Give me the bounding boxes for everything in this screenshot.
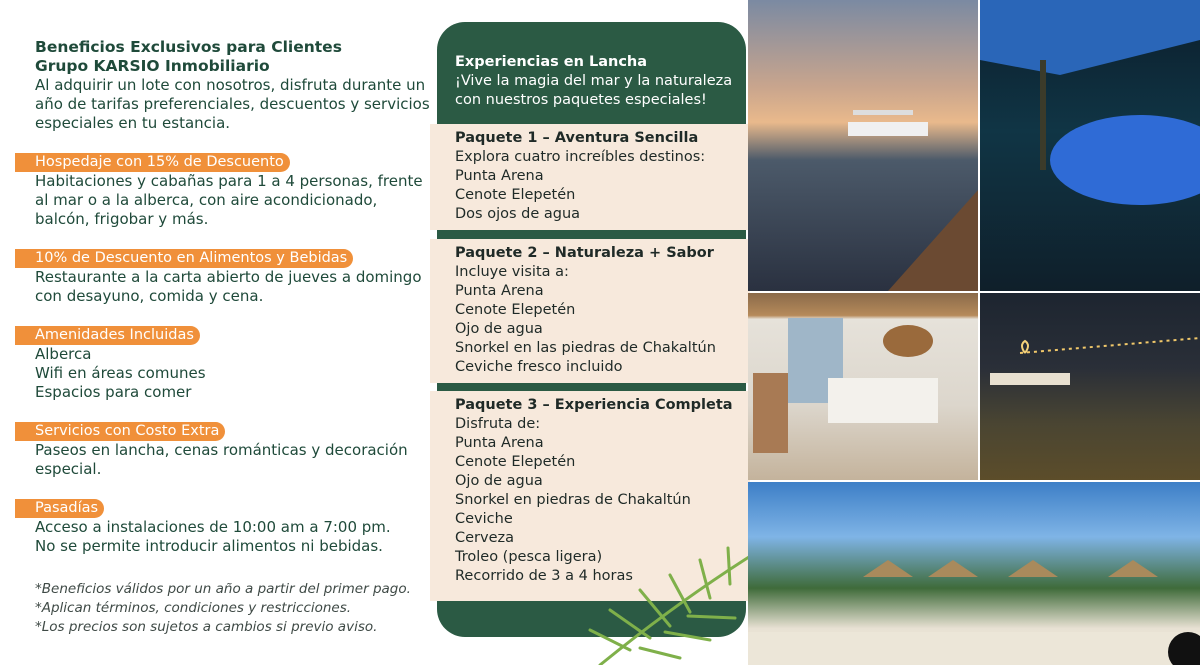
- package-title: Paquete 1 – Aventura Sencilla: [455, 130, 699, 146]
- section-heading: Hospedaje con 15% de Descuento: [15, 153, 290, 172]
- section-text: No se permite introducir alimentos ni bebidas.: [35, 537, 383, 555]
- pier-lights-photo: [980, 293, 1200, 480]
- section-text: Wifi en áreas comunes: [35, 364, 206, 382]
- package-line: Cenote Elepetén: [455, 302, 576, 318]
- package-line: Cenote Elepetén: [455, 187, 576, 203]
- boat-title: Experiencias en Lancha: [455, 54, 648, 70]
- section-pasadias: [35, 497, 430, 556]
- package-line: Snorkel en piedras de Chakaltún: [455, 492, 691, 508]
- section-text: Restaurante a la carta abierto de jueves a domingo con desayuno, comida y cena.: [35, 268, 422, 305]
- section-alimentos: [35, 247, 430, 306]
- package-line: Cenote Elepetén: [455, 454, 576, 470]
- footnote: *Beneficios válidos por un año a partir del primer pago.: [35, 581, 411, 597]
- package-line: Ceviche fresco incluido: [455, 359, 623, 375]
- night-pool-photo: [980, 0, 1200, 291]
- package-line: Ojo de agua: [455, 321, 543, 337]
- corner-dot: [1168, 632, 1200, 665]
- package-line: Troleo (pesca ligera): [455, 549, 603, 565]
- intro-title-line2: Grupo KARSIO Inmobiliario: [35, 57, 270, 75]
- footnote: *Los precios son sujetos a cambios si previo aviso.: [35, 619, 378, 635]
- package-line: Punta Arena: [455, 435, 544, 451]
- package-line: Recorrido de 3 a 4 horas: [455, 568, 633, 584]
- section-text: Acceso a instalaciones de 10:00 am a 7:00 pm.: [35, 518, 391, 536]
- boat-subtitle: ¡Vive la magia del mar y la naturaleza con nuestros paquetes especiales!: [455, 73, 733, 108]
- sunset-dock-photo: [748, 0, 978, 291]
- section-heading: 10% de Descuento en Alimentos y Bebidas: [15, 249, 353, 268]
- package-line: Punta Arena: [455, 283, 544, 299]
- benefits-column: [35, 38, 430, 637]
- section-heading: Servicios con Costo Extra: [15, 422, 225, 441]
- section-text: Espacios para comer: [35, 383, 192, 401]
- section-text: Alberca: [35, 345, 92, 363]
- beach-palapas-photo: [748, 482, 1200, 665]
- section-servicios: [35, 420, 430, 479]
- section-amenidades: [35, 324, 430, 402]
- package-line: Ceviche: [455, 511, 513, 527]
- package-2: [430, 239, 750, 383]
- package-title: Paquete 3 – Experiencia Completa: [455, 397, 733, 413]
- footnote: *Aplican términos, condiciones y restricciones.: [35, 600, 352, 616]
- package-line: Explora cuatro increíbles destinos:: [455, 149, 706, 165]
- section-text: Paseos en lancha, cenas románticas y decoración especial.: [35, 441, 408, 478]
- section-heading: Amenidades Incluidas: [15, 326, 200, 345]
- package-line: Incluye visita a:: [455, 264, 569, 280]
- package-line: Cerveza: [455, 530, 515, 546]
- section-hospedaje: [35, 151, 430, 229]
- package-1: [430, 124, 750, 230]
- intro-title-line1: Beneficios Exclusivos para Clientes: [35, 38, 342, 56]
- section-heading: Pasadías: [15, 499, 104, 518]
- hotel-room-photo: [748, 293, 978, 480]
- footnotes: [35, 580, 430, 637]
- package-title: Paquete 2 – Naturaleza + Sabor: [455, 245, 714, 261]
- package-line: Ojo de agua: [455, 473, 543, 489]
- package-line: Punta Arena: [455, 168, 544, 184]
- package-line: Disfruta de:: [455, 416, 541, 432]
- section-text: Habitaciones y cabañas para 1 a 4 personas, frente al mar o a la alberca, con aire acondicionado, balcón, frigobar y más.: [35, 172, 423, 228]
- intro-text: Al adquirir un lote con nosotros, disfruta durante un año de tarifas preferenciales, descuentos y servicios especiales en tu estancia.: [35, 76, 430, 132]
- package-line: Snorkel en las piedras de Chakaltún: [455, 340, 716, 356]
- package-line: Dos ojos de agua: [455, 206, 581, 222]
